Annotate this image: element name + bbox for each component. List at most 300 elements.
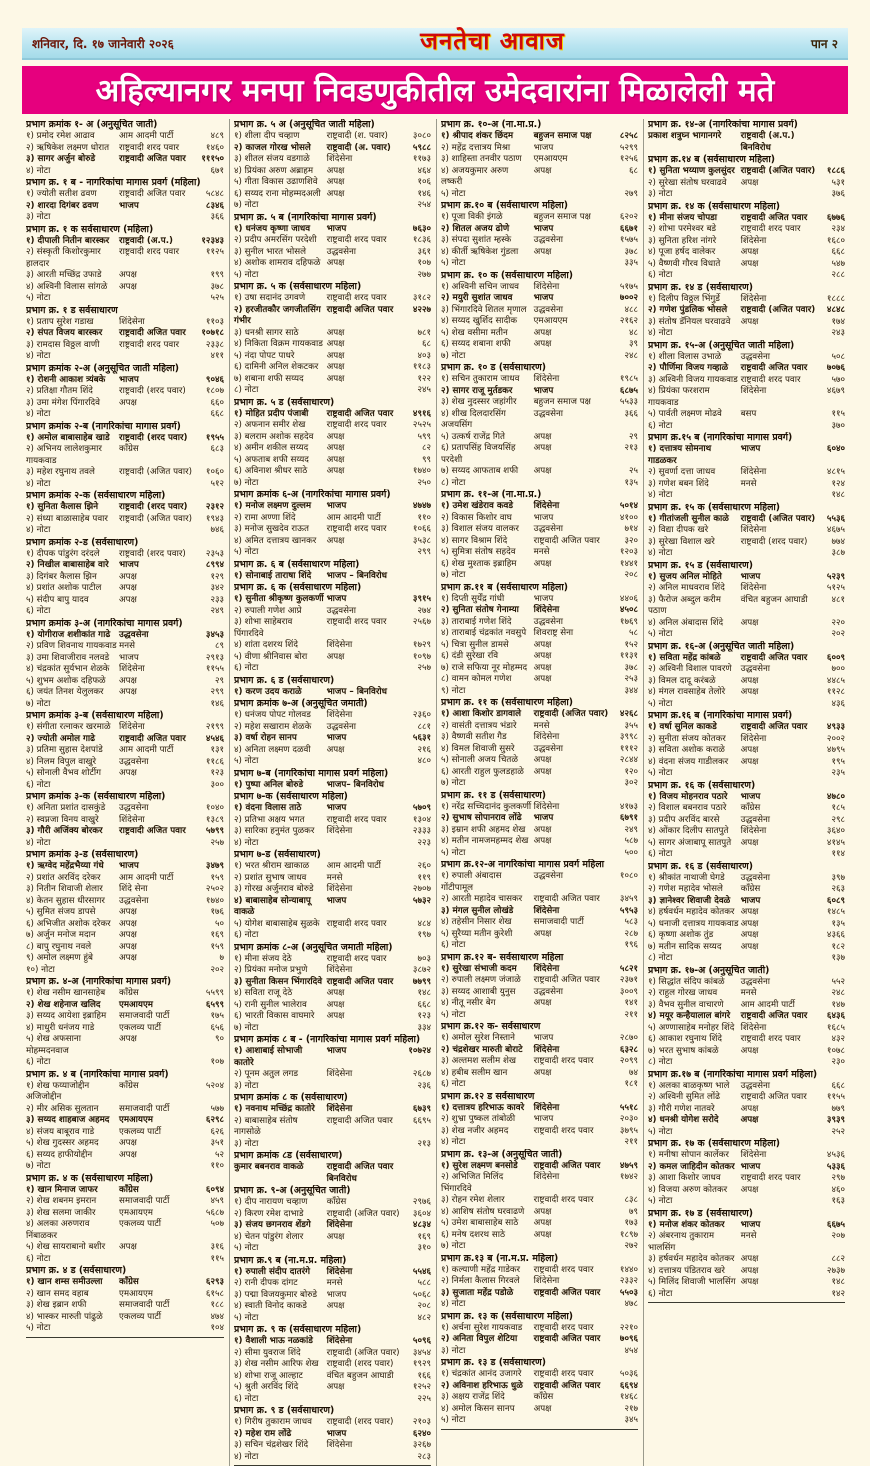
nota-row [26, 409, 224, 421]
candidate-row [26, 131, 224, 143]
party-name: अपक्ष [326, 431, 345, 442]
party-name: भाजप [119, 652, 139, 663]
candidate-row [648, 757, 845, 769]
candidate-name: ५) नोटा [26, 293, 51, 303]
candidate-row [648, 1081, 845, 1093]
candidate-name: २) सुनिता संतोष गेनाम्या [441, 605, 519, 615]
candidate-row [26, 398, 224, 410]
candidate-name: ६) नोटा [648, 849, 673, 859]
nota-row [441, 940, 638, 952]
candidate-row [441, 316, 638, 328]
party-name: उद्धवसेना [533, 304, 564, 315]
party-name: उद्धवसेना [533, 408, 564, 419]
ward-section-title: प्रभाग क्र. ५ क (सर्वसाधारण महिला) [234, 281, 362, 292]
vote-count: १३०४ [412, 814, 431, 825]
vote-count: १६३ [831, 1196, 845, 1206]
candidate-row [234, 351, 431, 363]
party-name: भाजप – बिनविरोध [326, 570, 387, 581]
vote-count: ४८४८ [826, 305, 845, 315]
party-name: अपक्ष [740, 918, 759, 929]
candidate-name: ७) नोटा [441, 1241, 466, 1251]
nota-row [441, 1415, 638, 1427]
vote-count: ९० [214, 1034, 224, 1044]
party-name: उद्धवसेना [533, 235, 564, 245]
party-name: उद्धवसेना [740, 1080, 771, 1091]
vote-count: १८८ [210, 1300, 224, 1310]
candidate-row [648, 1115, 845, 1127]
vote-count: ११९ [417, 872, 431, 883]
vote-count: १७४० [205, 895, 224, 906]
candidate-row [26, 583, 224, 595]
vote-count: ४७४७ [412, 501, 431, 511]
vote-count: १९७ [417, 930, 431, 940]
candidate-name: १) मनोज लक्ष्मण दुल्लम [234, 501, 312, 511]
vote-count: ६१५८ [205, 1288, 224, 1299]
candidate-row [234, 1220, 431, 1232]
party-name: बसप [740, 409, 757, 419]
party-name: अपक्ष [740, 687, 759, 697]
vote-count: १६८० [826, 235, 845, 246]
candidate-name: २) शोभा परमेश्वर बडे [648, 224, 717, 234]
vote-count: ५७३२ [412, 895, 431, 906]
vote-count: ३७९५ [619, 1125, 638, 1136]
vote-count: ७९ [628, 1206, 638, 1217]
party-name: मनसे [740, 988, 757, 998]
party-name: भाजप [119, 200, 139, 211]
party-name: अपक्ष [326, 1382, 345, 1392]
candidate-name: २) निखील बाबासाहेब वारे [26, 560, 109, 570]
candidate-name: २) वासंती दत्तात्रय भंडारे [441, 720, 517, 731]
candidate-row [441, 617, 638, 629]
party-name: राष्ट्रवादी (अजित पवार) [740, 166, 816, 176]
vote-count: २०८ [417, 1301, 431, 1311]
vote-count: १९६ [624, 940, 638, 950]
candidate-row [648, 525, 845, 537]
nota-row [648, 1057, 845, 1069]
vote-count: ८८२ [831, 1254, 845, 1264]
party-name: अपक्ष [533, 674, 552, 684]
vote-count: ६५६ [210, 1022, 224, 1033]
vote-count: २४८ [624, 350, 638, 361]
candidate-row [648, 294, 845, 306]
vote-count: ८३४६ [205, 200, 224, 211]
candidate-name: ६) नोटा [26, 779, 51, 790]
vote-count: १४८ [831, 490, 845, 500]
party-name: शिंदेसेना [533, 1102, 560, 1113]
party-name: राष्ट्रवादी अजित पवार [533, 894, 600, 904]
candidate-name: १) दिलीप विठ्ठल भिंगुर्डे [648, 293, 720, 304]
candidate-name: ४) अजयकुमार अरुण लष्करी [441, 165, 509, 187]
nota-row [441, 351, 638, 363]
candidate-name: ४) हबीब सलीम खान [441, 1067, 508, 1078]
party-name: उद्धवसेना [119, 756, 149, 767]
candidate-name: १) सुनिता भय्याण कुलसुंदर [648, 166, 735, 176]
nota-row [234, 930, 431, 942]
vote-count: २९९ [210, 687, 224, 697]
vote-count: ४७९५ [826, 745, 845, 755]
candidate-name: १) दत्तात्रय हरिभाऊ कावरे [441, 1102, 525, 1113]
candidate-row [234, 826, 431, 838]
vote-count: २९ [214, 675, 224, 686]
party-name: एमआयएम [119, 999, 153, 1010]
candidate-name: २) विकास किशोर वाघ [441, 512, 512, 523]
vote-count: ४१०० [619, 512, 638, 523]
party-name: राष्ट्रवादी शरद पवार [119, 247, 180, 257]
vote-count: १०६० [205, 467, 224, 477]
ward-section-title: प्रभाग क्रमांक २-क (सर्वसाधारण महिला) [26, 490, 166, 501]
vote-count: ५५३६ [826, 513, 845, 524]
vote-count: १२५२ [412, 1382, 431, 1392]
candidate-name: ५) शेख गुदस्सर अहमद [26, 1138, 99, 1148]
nota-row [234, 385, 431, 397]
party-name: उद्धवसेना [533, 743, 564, 754]
vote-count: १०८० [619, 871, 638, 881]
vote-count: ५५३३ [619, 397, 638, 407]
candidate-name: १) मनीषा सोपान कार्लेकर [648, 1150, 729, 1160]
vote-count: ४१४५ [826, 837, 845, 848]
vote-count: ५५२ [831, 976, 845, 987]
candidate-name: १) वैशाली भाऊ नळकांडे [234, 1336, 313, 1346]
candidate-name: १) दीप नारायण चव्हाण [234, 1197, 308, 1207]
party-name: शिंदेसेना [326, 1266, 353, 1277]
party-name: उद्धवसेना [533, 871, 564, 881]
vote-count: २४३ [831, 328, 845, 338]
party-name: शिंदेसेना [533, 963, 560, 974]
party-name: एमआयएम [119, 1288, 153, 1299]
nota-row [441, 778, 638, 790]
party-name: अपक्ष [119, 953, 137, 963]
candidate-name: १) खान मिनाज जाफर [26, 1184, 98, 1195]
candidate-row [648, 745, 845, 757]
vote-count: ३५३८ [412, 535, 431, 546]
candidate-row [26, 375, 224, 387]
candidate-name: ३) मनोज सुखदेव राऊत [234, 524, 309, 534]
vote-count: २५० [417, 477, 431, 488]
candidate-name: ७) नोटा [26, 698, 51, 709]
vote-count: २६८७ [412, 1069, 431, 1079]
vote-count: २५७ [210, 837, 224, 848]
candidate-row [26, 595, 224, 607]
nota-row [26, 780, 224, 792]
party-name: शिंदेसेना [326, 884, 353, 894]
party-name: भाजप [740, 571, 761, 582]
candidate-name: ३) शोभा साहेबराव पिंगारदिवे [234, 617, 293, 639]
vote-count: ४४०६ [619, 593, 638, 604]
nota-row [648, 189, 845, 201]
candidate-name: २) प्रविण शिवनाथ गायकवाड [26, 641, 117, 651]
candidate-row [648, 386, 845, 409]
candidate-name: ४) निलम विपुल वाखुरे [26, 756, 96, 767]
party-name: अपक्ष [326, 258, 345, 268]
ward-section-title: प्रभाग क्र. १ ब - नागरिकांचा मागास प्रवर्ग (महिला) [26, 177, 201, 188]
candidate-name: ३) नोटा [441, 1345, 466, 1356]
vote-count: ६८ [628, 165, 638, 176]
vote-count: ११२८ [826, 687, 845, 697]
candidate-row [26, 873, 224, 885]
vote-count: १८९७ [619, 1229, 638, 1240]
candidate-name: २) शारदा दिगंबर ढवण [26, 200, 99, 211]
candidate-name: ७) भरत सुभाष कांबळे [648, 1045, 719, 1056]
vote-count: २३३३ [412, 826, 431, 836]
party-name: काँग्रेस [119, 988, 139, 998]
candidate-name: ५) नंदा पोपट पाधरे [234, 350, 295, 361]
vote-count: ५९८८ [412, 142, 431, 153]
vote-count: १४८ [417, 988, 431, 998]
candidate-row [234, 1359, 431, 1371]
candidate-name: ४) नोटा [234, 1451, 259, 1462]
candidate-name: १) संगीता रत्नाकर खरमाळे [26, 722, 111, 732]
candidate-row [648, 583, 845, 595]
candidate-name: ३) आरती मच्छिंद्र उफाडे [26, 270, 102, 280]
candidate-name: ५) नोटा [26, 1323, 51, 1333]
vote-count: ११८६ [205, 756, 224, 767]
vote-count: २१९९ [205, 722, 224, 732]
candidate-row [26, 884, 224, 896]
candidate-row [441, 443, 638, 466]
candidate-row [234, 247, 431, 259]
vote-count: ३३५ [624, 258, 638, 268]
candidate-row [234, 803, 431, 815]
candidate-name: ३) शेख नजीर अहमद [441, 1125, 509, 1136]
candidate-name: ६) नोटा [26, 606, 51, 616]
party-name: अपक्ष [326, 454, 345, 465]
vote-count: २७०७ [412, 884, 431, 894]
vote-count: ९९ [421, 454, 431, 465]
candidate-name: १) धनंजय कृष्णा जाधव [234, 223, 311, 234]
candidate-name: ६) सय्यद राना मोहम्मदअली [234, 188, 321, 199]
candidate-name: ५) उत्कर्ष राजेंद्र गिते [441, 431, 505, 442]
candidate-name: ४) केतन सुहास धीरसागर [26, 895, 105, 906]
candidate-name: १) भरत श्रीराम खाकाळ [234, 861, 310, 871]
candidate-name: ५) वैष्णवी गौरव विधाते [648, 258, 721, 269]
vote-count: ४९३३ [826, 722, 845, 732]
candidate-row [26, 1196, 224, 1208]
vote-count: ३२० [624, 535, 638, 546]
vote-count: ३६०४ [412, 1208, 431, 1219]
party-name: शिंदेसेना [326, 1440, 353, 1450]
candidate-name: ३) उमा मंगेश पिंगारदिवे [26, 397, 100, 408]
candidate-name: २) विशाल बबनराव पठारे [648, 803, 727, 813]
vote-count: १५९ [210, 941, 224, 952]
party-name: मनसे [326, 1278, 343, 1288]
ward-section-title: प्रभाग क्र. १५ ड (सर्वसाधारण) [648, 559, 754, 571]
candidate-name: ६) मनेष दशरथ साठे [441, 1229, 506, 1240]
vote-count: १६६ [417, 1370, 431, 1381]
party-name: भाजप [533, 385, 554, 396]
party-name: काँग्रेस [119, 444, 139, 454]
candidate-name: ४) दत्तात्रय पंडितराव खरे [648, 1265, 725, 1276]
party-name: भाजप– बिनविरोध [326, 779, 384, 790]
candidate-row [26, 1011, 224, 1023]
candidate-name: १) सविता महेंद्र कांबळे [648, 652, 721, 663]
candidate-name: १) शीला विलास उभाळे [648, 351, 722, 362]
ward-section-title: प्रभाग क्र. ११ ड (सर्वसाधारण) [441, 789, 547, 801]
nota-row [234, 478, 431, 490]
party-name: अपक्ष [119, 768, 137, 778]
candidate-name: १) मीना संजय देठे [234, 953, 292, 964]
party-name: शिंदेसेना [533, 1172, 560, 1182]
vote-count: ४१७३ [619, 801, 638, 812]
vote-count: ४६० [831, 1184, 845, 1195]
vote-count: १५२ [624, 639, 638, 650]
candidate-name: ३) मंगल सुनील लोखंडे [441, 905, 514, 916]
vote-count: २१६२ [619, 316, 638, 326]
candidate-name: ४) नोटा [26, 351, 51, 361]
candidate-name: ५) धनाजी दत्तात्रय गायकवाड [648, 918, 739, 929]
ward-section-title: प्रभाग क्र. ९-अ (अनुसूचित जाती) [234, 1185, 351, 1196]
candidate-name: ५) चित्रा सुनील डामसे [441, 639, 509, 650]
candidate-row [234, 177, 431, 189]
ward-section-title: प्रभाग क्र. १६ ड (सर्वसाधारण) [648, 860, 754, 872]
candidate-row [441, 513, 638, 525]
vote-count: ७४६ [210, 525, 224, 535]
vote-count: १२० [624, 766, 638, 777]
candidate-name: ४) नोटा [648, 548, 673, 558]
candidate-name: ६) आकाश रघुनाथ शिंदे [648, 1034, 722, 1044]
candidate-row [441, 998, 638, 1010]
vote-count: २२५ [417, 1393, 431, 1404]
party-name: मनसे [533, 720, 550, 731]
party-name: समाजवादी पार्टी [533, 917, 584, 927]
candidate-row [648, 178, 845, 190]
party-name: राष्ट्रवादी शरद पवार [533, 1125, 594, 1136]
vote-count: १२०३ [619, 547, 638, 557]
candidate-name: ३) प्रतिमा सुहास देशपांडे [26, 745, 103, 755]
candidate-name: ४) भास्कर मारुती पांढुळे [26, 1311, 103, 1322]
vote-count: ६७१ [210, 165, 224, 176]
nota-row [648, 629, 845, 641]
candidate-name: ५) अफताब शफी सय्यद [234, 454, 309, 465]
ward-section-title: प्रभाग क्र.१३ ब (ना.म.प्र. महिला) [441, 1252, 559, 1264]
candidate-name: २) स्वप्नजा विनय वाखुरे [26, 814, 99, 825]
candidate-row [234, 524, 431, 536]
candidate-row [648, 1266, 845, 1278]
candidate-row [441, 524, 638, 536]
candidate-name: ४) प्रियंका अरुण अब्राहम [234, 165, 314, 176]
vote-count: २२० [831, 617, 845, 628]
nota-row [441, 1137, 638, 1149]
candidate-row [648, 1034, 845, 1046]
candidate-name: १) ज्योती सतीश ढवण [26, 189, 97, 199]
party-name: अपक्ष [326, 1011, 345, 1021]
vote-count: २९७६ [412, 1197, 431, 1207]
candidate-name: २) सुनीता संजय कोतकर [648, 733, 726, 744]
candidate-name: २) अभिजित मिलिंद भिंगारदिवे [441, 1172, 504, 1194]
candidate-row [648, 1254, 845, 1266]
candidate-row [441, 293, 638, 305]
party-name: राष्ट्रवादी शरद पवार [326, 524, 387, 534]
candidate-row [441, 131, 638, 143]
candidate-name: ५) सोनाली अजय चितळे [441, 755, 518, 765]
candidate-name: ४) नोटा [648, 490, 673, 500]
ward-section-title: प्रभाग क्रमांक ३-ड (सर्वसाधारण) [26, 849, 139, 860]
candidate-row [648, 896, 845, 908]
ward-section-title: प्रभाग क्र. ६ क (सर्वसाधारण महिला) [234, 582, 362, 593]
candidate-name: ४) विजया अरुण कोतकर [648, 1184, 728, 1195]
candidate-name: ३) सय्यद शाहबाज अहमद [26, 1115, 110, 1125]
candidate-name: ३) रामदास विठ्ठल वाणी [26, 339, 100, 350]
party-name: राष्ट्रवादी शरद पवार [533, 1322, 594, 1333]
vote-count: ५४७ [831, 258, 845, 269]
candidate-name: १) दत्तात्रय सोमनाथ गाडळकर [648, 444, 712, 466]
vote-count: ४६७५ [826, 525, 845, 535]
candidate-name: ७) नोटा [234, 1022, 259, 1033]
candidate-row [26, 1289, 224, 1301]
nota-row [441, 478, 638, 490]
candidate-name: ५) नोटा [441, 1009, 466, 1020]
vote-count: २९८ [831, 814, 845, 825]
vote-count: ११५ [210, 1253, 224, 1264]
party-name: शिंदेसेना [326, 1104, 353, 1114]
candidate-name: ३) सारिका हनुमंत पुळकर [234, 826, 315, 836]
candidate-row [234, 154, 431, 166]
candidate-name: ७) नोटा [441, 350, 466, 361]
vote-count: ७०९६ [619, 1334, 638, 1344]
vote-count: ६०८९ [826, 895, 845, 906]
vote-count: १२५६ [619, 154, 638, 164]
vote-count: ५३३६ [826, 1161, 845, 1172]
candidate-row [234, 420, 431, 432]
candidate-name: ४) धनश्री योगेश सरोदे [648, 1115, 719, 1125]
party-name: राष्ट्रवादी (अजित पवार) [119, 467, 193, 477]
candidate-name: ६) नोटा [648, 270, 673, 280]
candidate-row [26, 861, 224, 873]
vote-count: ९०४६ [205, 374, 224, 385]
party-name: शिंदेसेना [326, 826, 353, 836]
party-name: राष्ट्रवादी (शरद पवार) [326, 1417, 394, 1427]
candidate-row [648, 479, 845, 491]
party-name: शिंदेसेना [326, 1336, 353, 1346]
vote-count: १९९ [210, 270, 224, 280]
candidate-name: ३) वर्षा रोहन सानप [234, 733, 297, 743]
candidate-row [26, 247, 224, 270]
candidate-name: २) कमल जाहिदीन कोतकर [648, 1161, 735, 1172]
candidate-name: ४) विमल शिवाजी सुसरे [441, 743, 515, 754]
candidate-row [234, 1011, 431, 1023]
candidate-row [441, 906, 638, 918]
ward-section-title: प्रभाग क्रमांक २-ब (नागरिकांचा मागास प्रवर्ग) [26, 420, 181, 432]
candidate-row [234, 328, 431, 340]
candidate-row [234, 466, 431, 478]
nota-row [26, 212, 224, 224]
candidate-name: १) श्रीकांत नाथाजी घेगडे [648, 872, 725, 883]
candidate-name: १) गिरीष तुकाराम जाधव [234, 1417, 312, 1427]
ward-section-title: प्रभाग ७-क (सर्वसाधारण महिला) [234, 791, 348, 802]
ward-section-title: प्रभाग क्रमांक २-ड (सर्वसाधारण) [26, 536, 139, 548]
party-name: अपक्ष [326, 535, 345, 546]
candidate-row [26, 1208, 224, 1220]
candidate-name: २) रानी दीपक दांगट [234, 1278, 298, 1288]
vote-count: ५६८७ [205, 1207, 224, 1218]
ward-section-title: प्रभाग क्र.१२ क- सर्वसाधारण [441, 1021, 541, 1032]
candidate-name: ५) नोटा [441, 188, 466, 199]
candidate-row [26, 201, 224, 213]
vote-count: ४५४६ [205, 733, 224, 744]
candidate-name: ६) शेख मुश्ताक इब्राहिम [441, 558, 517, 569]
candidate-row [648, 1011, 845, 1023]
vote-count: २९७ [831, 1173, 845, 1183]
vote-count: ६६९५ [412, 1115, 431, 1126]
vote-count: १९५ [831, 756, 845, 767]
candidate-row [234, 235, 431, 247]
candidate-name: १) सुरेश लक्ष्मण बनसोडे [441, 1160, 518, 1171]
party-name: राष्ट्रवादी शरद पवार [740, 1173, 801, 1183]
ward-section-title: प्रभाग क्र.१६ ब (नागरिकांचा मागास प्रवर्ग) [648, 710, 793, 721]
candidate-name: ६) नोटा [648, 1288, 673, 1299]
party-name: शिंदेसेना [326, 640, 353, 650]
candidate-name: १) दीपाली नितीन बारस्कर [26, 235, 110, 246]
vote-count: २९१३ [205, 652, 224, 663]
